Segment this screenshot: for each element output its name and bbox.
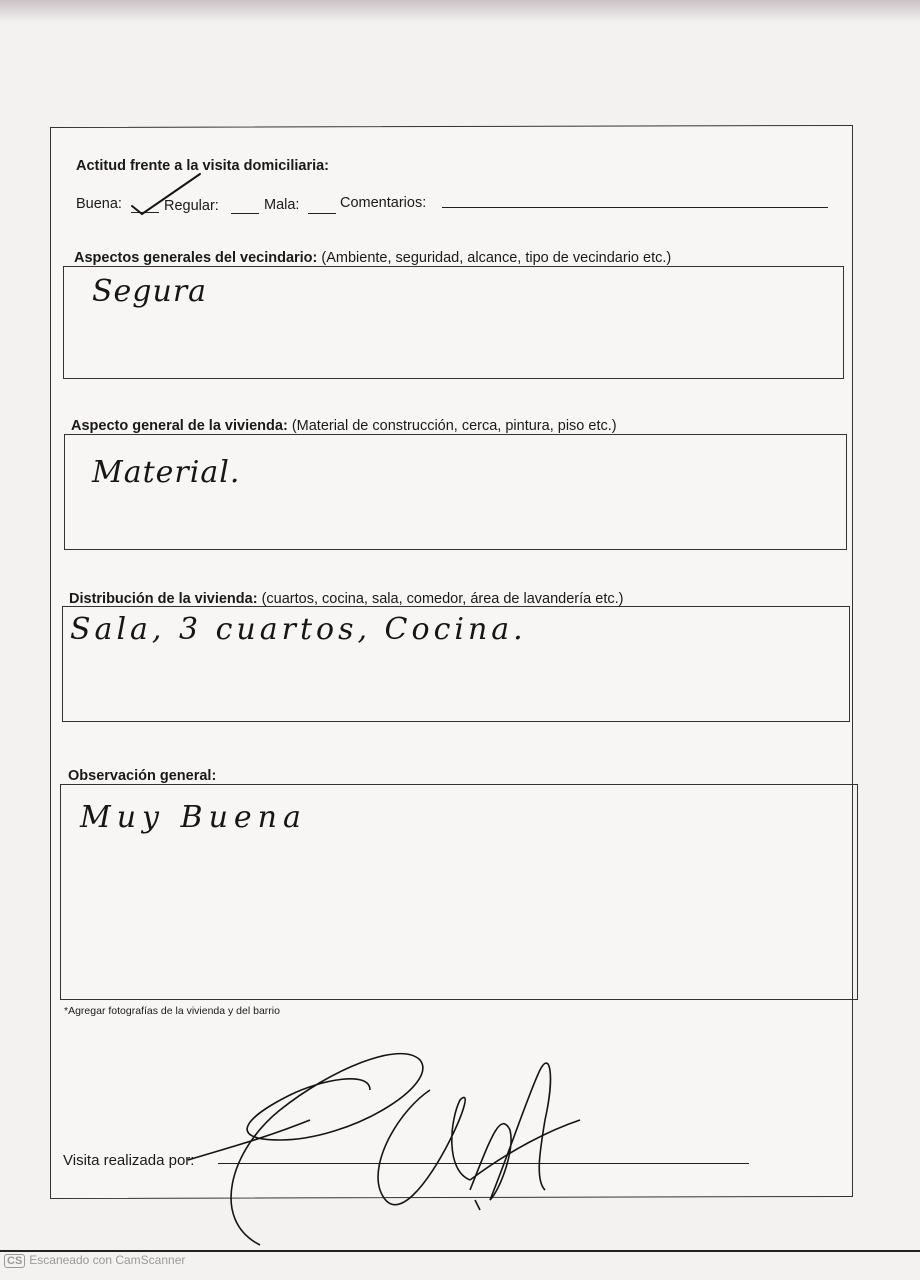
neighborhood-answer: Segura xyxy=(92,274,208,309)
housing-hint: (Material de construcción, cerca, pintura, piso etc.) xyxy=(291,418,617,434)
housing-title: Aspecto general de la vivienda: xyxy=(71,418,288,434)
comentarios-label: Comentarios: xyxy=(340,195,427,211)
scanner-watermark xyxy=(4,1253,185,1268)
housing-answer: Material. xyxy=(92,455,241,490)
camscanner-logo-icon: CS xyxy=(4,1254,25,1268)
photo-note: *Agregar fotografías de la vivienda y del barrio xyxy=(64,1005,280,1017)
neighborhood-hint: (Ambiente, seguridad, alcance, tipo de vecindario etc.) xyxy=(321,250,672,266)
comentarios-blank[interactable] xyxy=(442,207,828,208)
observation-answer: Muy Buena xyxy=(80,800,307,835)
scanner-text: Escaneado con CamScanner xyxy=(29,1253,186,1267)
signature-drawing xyxy=(170,1030,600,1255)
mala-blank[interactable] xyxy=(308,213,336,214)
neighborhood-heading xyxy=(74,250,671,266)
observation-title: Observación general: xyxy=(68,768,217,784)
mala-label: Mala: xyxy=(264,197,300,213)
neighborhood-title: Aspectos generales del vecindario: xyxy=(74,250,318,266)
attitude-title: Actitud frente a la visita domiciliaria: xyxy=(76,158,330,174)
distribution-title: Distribución de la vivienda: xyxy=(69,591,258,607)
distribution-hint: (cuartos, cocina, sala, comedor, área de lavandería etc.) xyxy=(261,591,624,607)
distribution-answer: Sala, 3 cuartos, Cocina. xyxy=(70,612,527,647)
scan-top-edge xyxy=(0,0,920,22)
housing-heading xyxy=(71,418,617,434)
visit-label: Visita realizada por: xyxy=(63,1152,195,1169)
bottom-edge-line xyxy=(0,1250,920,1252)
distribution-heading xyxy=(69,591,623,607)
buena-label: Buena: xyxy=(76,196,122,212)
housing-answer-box[interactable] xyxy=(64,434,847,550)
regular-blank[interactable] xyxy=(231,213,259,214)
regular-label: Regular: xyxy=(164,198,219,214)
